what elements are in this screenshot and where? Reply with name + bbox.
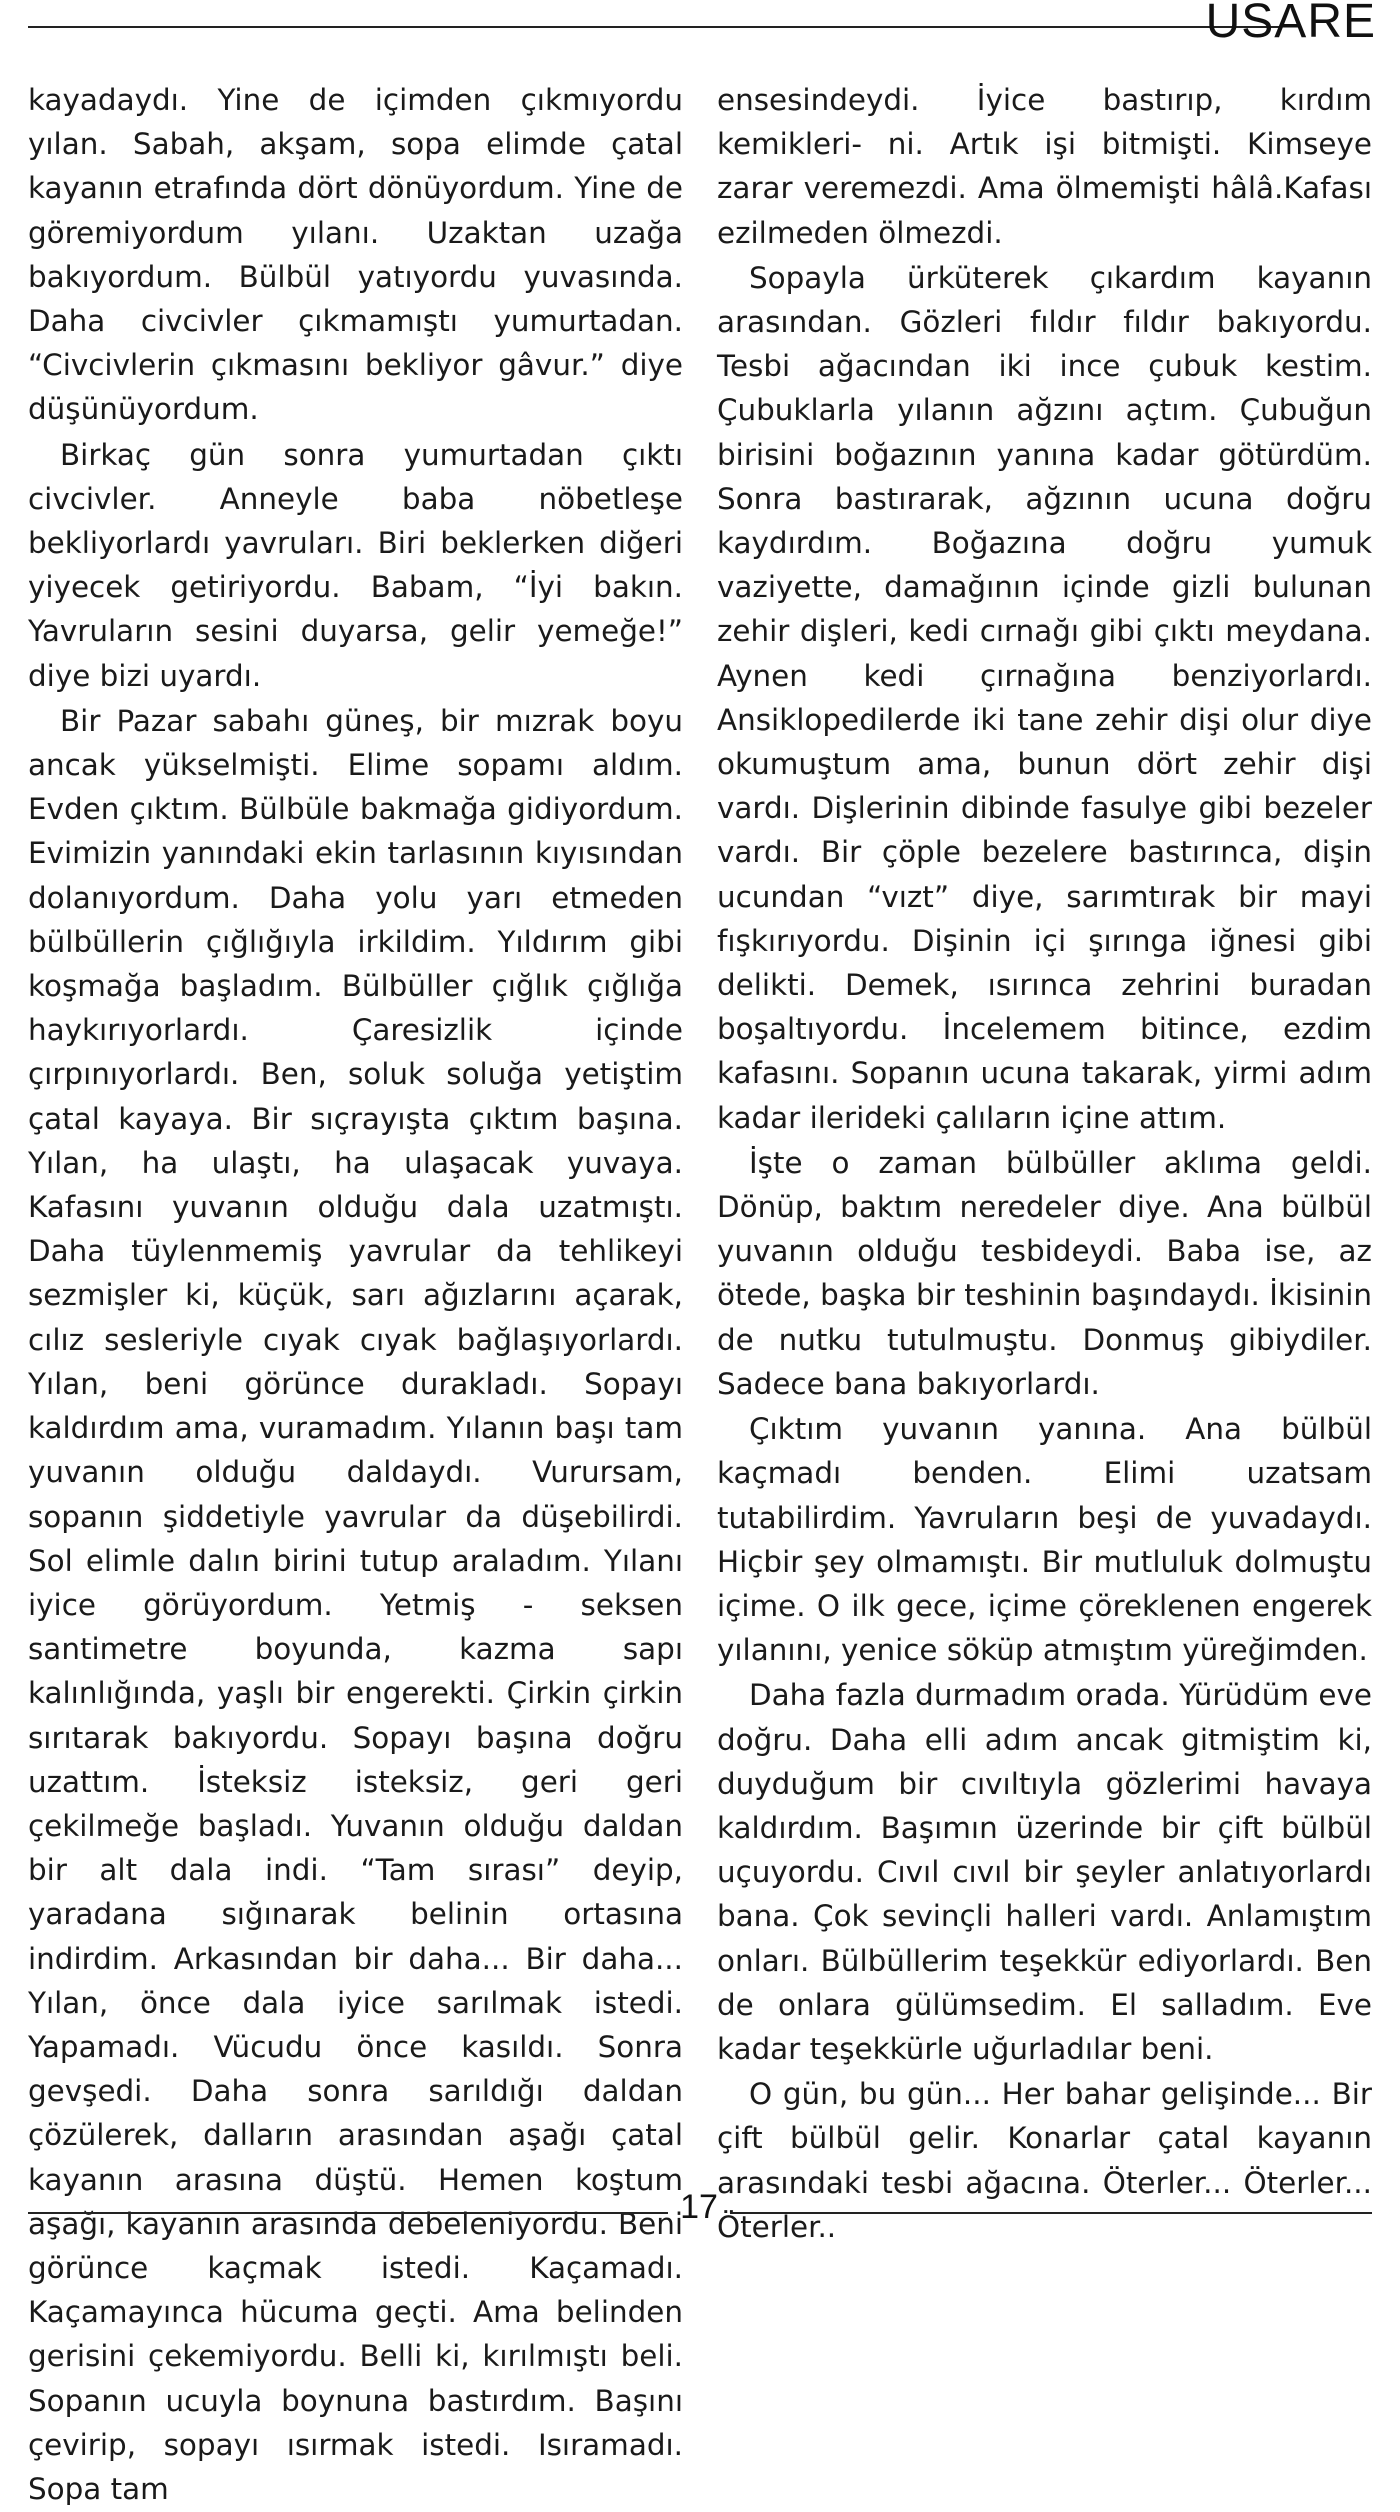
paragraph: Birkaç gün sonra yumurtadan çıktı civcivler. Anneyle baba nöbetleşe bekliyorlardı yavruları. Biri beklerken diğeri yiyecek getiriyordu. Babam, “İyi bakın. Yavruların sesini duyarsa, gelir yemeğe!” diye bizi uyardı. — [28, 437, 683, 693]
page-number: 17 — [680, 2188, 718, 2226]
paragraph: Çıktım yuvanın yanına. Ana bülbül kaçmadı benden. Elimi uzatsam tutabilirdim. Yavruların beşi de yuvadaydı. Hiçbir şey olmamıştı. Bir mutluluk dolmuştu içime. O ilk gece, içime çöreklenen engerek yılanını, yenice söküp atmıştım yüreğimden. — [717, 1412, 1372, 1668]
paragraph: ensesindeydi. İyice bastırıp, kırdım kemikleri- ni. Artık işi bitmişti. Kimseye zarar veremezdi. Ama ölmemişti hâlâ.Kafası ezilmeden ölmezdi. — [717, 83, 1372, 250]
paragraph: Bir Pazar sabahı güneş, bir mızrak boyu ancak yükselmişti. Elime sopamı aldım. Evden çıktım. Bülbüle bakmağa gidiyordum. Evimizin yanındaki ekin tarlasının kıyısından dolanıyordum. Daha yolu yarı etmeden bülbüllerin çığlığıyla irkildim. Yıldırım gibi koşmağa başladım. Bülbüller çığlık çığlığa haykırıyorlardı. Çaresizlik içinde çırpınıyorlardı. Ben, soluk soluğa yetiştim çatal kayaya. Bir sıçrayışta çıktım başına. Yılan, ha ulaştı, ha ulaşacak yuvaya. Kafasını yuvanın olduğu dala uzatmıştı. Daha tüylenmemiş yavrular da tehlikeyi sezmişler ki, küçük, sarı ağızlarını açarak, cılız sesleriyle cıyak cıyak bağlaşıyorlardı. Yılan, beni görünce durakladı. Sopayı kaldırdım ama, vuramadım. Yılanın başı tam yuvanın olduğu daldaydı. Vurursam, sopanın şiddetiyle yavrular da düşebilirdi. Sol elimle dalın birini tutup araladım. Yılanı iyice görüyordum. Yetmiş - seksen santimetre boyunda, kazma sapı kalınlığında, yaşlı bir engerekti. Çirkin çirkin sırıtarak bakıyordu. Sopayı başına doğru uzattım. İsteksiz isteksiz, geri geri çekilmeğe başladı. Yuvanın olduğu daldan bir alt dala indi. “Tam sırası” deyip, yaradana sığınarak belinin ortasına indirdim. Arkasından bir daha... Bir daha... Yılan, önce dala iyice sarılmak istedi. Yapamadı. Vücudu önce kasıldı. Sonra gevşedi. Daha sonra sarıldığı daldan çözülerek, dalların arasından aşağı çatal kayanın arasına düştü. Hemen koştum aşağı, kayanın arasında debeleniyordu. Beni görünce kaçmak istedi. Kaçamadı. Kaçamayınca hücuma geçti. Ama belinden gerisini çekemiyordu. Belli ki, kırılmıştı beli. Sopanın ucuyla boynuna bastırdım. Başını çevirip, sopayı ısırmak istedi. Isıramadı. Sopa tam — [28, 703, 683, 2506]
paragraph: İşte o zaman bülbüller aklıma geldi. Dönüp, baktım neredeler diye. Ana bülbül yuvanın olduğu tesbideydi. Baba ise, az ötede, başka bir teshinin başındaydı. İkisinin de nutku tutulmuştu. Donmuş gibiydiler. Sadece bana bakıyorlardı. — [717, 1145, 1372, 1401]
paragraph: Daha fazla durmadım orada. Yürüdüm eve doğru. Daha elli adım ancak gitmiştim ki, duyduğum bir cıvıltıyla gözlerimi havaya kaldırdım. Başımın üzerinde bir çift bülbül uçuyordu. Cıvıl cıvıl bir şeyler anlatıyorlardı bana. Çok sevinçli halleri vardı. Anlamıştım onları. Bülbüllerim teşekkür ediyorlardı. Ben de onlara gülümsedim. El salladım. Eve kadar teşekkürle uğurladılar beni. — [717, 1678, 1372, 2066]
footer-rule-left — [28, 2212, 668, 2214]
article-body — [28, 78, 1372, 2512]
footer-rule-right — [730, 2212, 1372, 2214]
left-column — [28, 78, 683, 2512]
magazine-title: USARE — [1205, 0, 1376, 48]
right-column — [717, 78, 1372, 2512]
paragraph: O gün, bu gün... Her bahar gelişinde... Bir çift bülbül gelir. Konarlar çatal kayanın arasındaki tesbi ağacına. Öterler... Öterler... Öterler.. — [717, 2077, 1372, 2244]
paragraph: Sopayla ürküterek çıkardım kayanın arasından. Gözleri fıldır fıldır bakıyordu. Tesbi ağacından iki ince çubuk kestim. Çubuklarla yılanın ağzını açtım. Çubuğun birisini boğazının yanına kadar götürdüm. Sonra bastırarak, ağzının ucuna doğru kaydırdım. Boğazına doğru yumuk vaziyette, damağının içinde gizli bulunan zehir dişleri, kedi cırnağı gibi çıktı meydana. Aynen kedi çırnağına benziyorlardı. Ansiklopedilerde iki tane zehir dişi olur diye okumuştum ama, bunun dört zehir dişi vardı. Dişlerinin dibinde fasulye gibi bezeler vardı. Bir çöple bezelere bastırınca, dişin ucundan “vızt” diye, sarımtırak bir mayi fışkırıyordu. Dişinin içi şırınga iğnesi gibi delikti. Demek, ısırınca zehrini buradan boşaltıyordu. İncelemem bitince, ezdim kafasını. Sopanın ucuna takarak, yirmi adım kadar ilerideki çalıların içine attım. — [717, 260, 1372, 1135]
paragraph: kayadaydı. Yine de içimden çıkmıyordu yılan. Sabah, akşam, sopa elimde çatal kayanın etrafında dört dönüyordum. Yine de göremiyordum yılanı. Uzaktan uzağa bakıyordum. Bülbül yatıyordu yuvasında. Daha civcivler çıkmamıştı yumurtadan. “Civcivlerin çıkmasını bekliyor gâvur.” diye düşünüyordum. — [28, 83, 683, 427]
header-rule — [28, 26, 1280, 28]
